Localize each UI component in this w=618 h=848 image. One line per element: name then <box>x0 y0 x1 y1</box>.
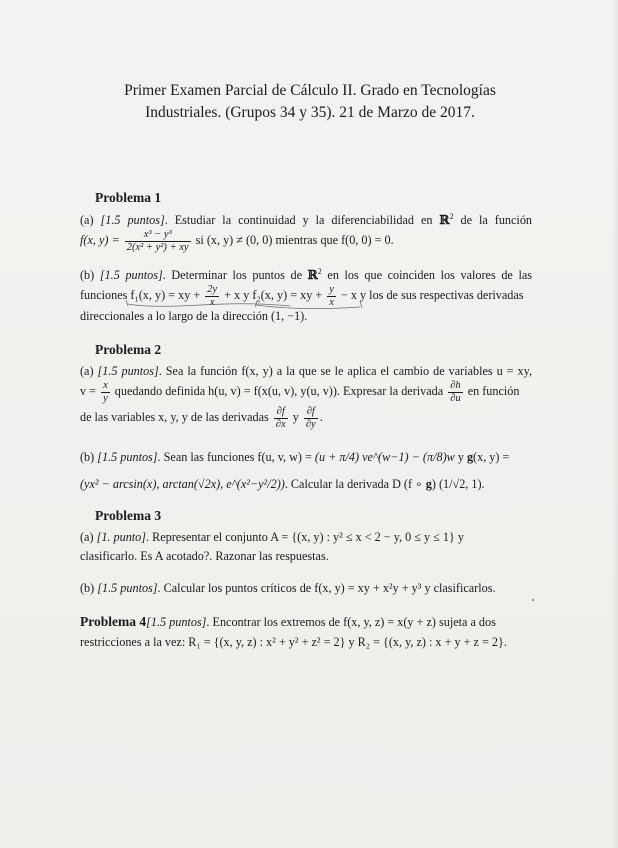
p1a-fraction-denominator: 2(x² + y²) + xy <box>126 241 189 253</box>
page-edge-shadow <box>612 0 618 848</box>
p1a-fraction <box>125 229 191 254</box>
p1b-f1-numerator: 2y <box>207 283 218 295</box>
problem-2-heading: Problema 2 <box>95 342 162 357</box>
p1a-function-lhs: f(x, y) = <box>80 233 123 247</box>
problem-4-line-1 <box>80 614 532 630</box>
p2a-dfy-numerator: ∂f <box>304 406 318 419</box>
p2b-evaluation-point: ) (1/√2, 1). <box>431 477 485 491</box>
problem-2b-line-1 <box>80 447 532 467</box>
problem-3b-line-1 <box>80 580 532 596</box>
p2a-dh-fraction <box>448 380 462 405</box>
p2a-text-3: en función <box>464 384 520 398</box>
p1b-function-f2: + x y f₂(x, y) = xy + <box>221 288 326 302</box>
p1b-text-1: . Determinar los puntos de <box>162 268 308 282</box>
p2a-dfy-fraction <box>304 406 318 431</box>
p2a-v-definition: v = <box>80 384 100 398</box>
p3a-text-1: . Representar el conjunto A = {(x, y) : y² ≤ x < 2 − y, 0 ≤ y ≤ 1} y <box>146 530 464 544</box>
p1b-label: (b) <box>80 268 100 282</box>
p2b-text-2: y <box>454 450 467 464</box>
problem-2b-line-2 <box>80 474 532 494</box>
p3a-label: (a) <box>80 530 97 544</box>
p3b-text-1: . Calcular los puntos críticos de f(x, y) = xy + x²y + y³ y clasificarlos. <box>157 581 496 595</box>
p2b-function-g: (yx² − arcsin(x), arctan(√2x), e^(x²−y²/2)) <box>80 477 285 491</box>
problem-4-heading: Problema 4 <box>80 614 147 629</box>
p2a-text-5: y <box>289 410 302 424</box>
p3b-points: [1.5 puntos] <box>97 581 158 595</box>
problem-3-heading: Problema 3 <box>95 508 162 523</box>
p1b-text-3: − x y los de sus respectivas derivadas <box>337 288 524 302</box>
p1b-f1-fraction <box>205 284 219 309</box>
problem-1b-line-3: direccionales a lo largo de la dirección (1, −1). <box>80 309 308 323</box>
p1b-exponent: 2 <box>317 266 322 276</box>
p2b-label: (b) <box>80 450 98 464</box>
p2a-text-4: de las variables x, y, y de las derivadas <box>80 410 272 424</box>
p1b-f2-numerator: y <box>329 283 334 295</box>
problem-1b-line-1 <box>80 267 532 283</box>
p2a-dh-denominator: ∂u <box>450 392 461 404</box>
problem-4-line-2: restricciones a la vez: R₁ = {(x, y, z) : x² + y² + z² = 2} y R₂ = {(x, y, z) : x + y + z = 2}. <box>80 635 507 649</box>
p2a-v-denominator: y <box>103 392 108 404</box>
problem-1-heading: Problema 1 <box>95 190 162 205</box>
problem-2a-line-1 <box>80 363 532 379</box>
p1b-function-f1: funciones f₁(x, y) = xy + <box>80 288 204 302</box>
exam-title-line-2: Industriales. (Grupos 34 y 35). 21 de Marzo de 2017. <box>145 104 475 121</box>
problem-3a-line-1 <box>80 529 532 545</box>
p1a-text-2: de la función <box>453 213 533 227</box>
p2a-label: (a) <box>80 364 98 378</box>
exam-title-line-1: Primer Examen Parcial de Cálculo II. Grado en Tecnologías <box>124 82 496 99</box>
p2b-text-3: (x, y) = <box>473 450 510 464</box>
p2b-points: [1.5 puntos] <box>97 450 158 464</box>
p4-text-1: . Encontrar los extremos de f(x, y, z) = x(y + z) sujeta a dos <box>206 615 496 629</box>
p2b-g-symbol: g <box>466 450 474 464</box>
p2b-g-symbol-2: g <box>425 477 432 491</box>
problem-1a-line-2 <box>80 228 532 254</box>
p1b-text-2: en los que coinciden los valores de las <box>321 268 532 282</box>
p2b-text-4: . Calcular la derivada D (f ∘ <box>284 477 426 491</box>
problem-2a-line-2 <box>80 378 532 405</box>
p2a-dh-numerator: ∂h <box>450 379 461 391</box>
p2a-points: [1.5 puntos] <box>97 364 159 378</box>
p1b-points: [1.5 puntos] <box>99 268 163 282</box>
p2a-text-6: . <box>319 410 323 424</box>
p1a-condition: si (x, y) ≠ (0, 0) mientras que f(0, 0) = 0. <box>192 233 394 247</box>
p2a-v-fraction <box>101 380 110 405</box>
p1a-points: [1.5 puntos] <box>100 213 165 227</box>
p3b-label: (b) <box>80 581 98 595</box>
problem-3a-line-2: clasificarlo. Es A acotado?. Razonar las respuestas. <box>80 549 329 563</box>
p1a-exponent: 2 <box>449 211 454 221</box>
p2b-function-f: (u + π/4) ve^(w−1) − (π/8)w <box>314 450 455 464</box>
p2a-dfx-numerator: ∂f <box>274 406 288 419</box>
p2a-v-numerator: x <box>103 379 108 391</box>
p2a-dfy-denominator: ∂y <box>305 418 316 430</box>
p4-points: [1.5 puntos] <box>146 615 207 629</box>
problem-2a-line-3 <box>80 404 532 431</box>
p2a-dfx-denominator: ∂x <box>275 418 286 430</box>
p2a-text-1: . Sea la función f(x, y) a la que se le aplica el cambio de variables u = xy, <box>158 364 532 378</box>
p2a-dfx-fraction <box>274 406 288 431</box>
p1b-f2-fraction <box>327 284 336 309</box>
p2b-text-1: . Sean las funciones f(u, v, w) = <box>157 450 315 464</box>
reals-symbol: ℝ <box>307 268 318 282</box>
p1a-label: (a) <box>80 213 101 227</box>
problem-1a-line-1 <box>80 212 532 228</box>
p1b-f2-denominator: x <box>329 296 334 308</box>
p1b-f1-denominator: x <box>209 296 215 308</box>
p2a-text-2: quedando definida h(u, v) = f(x(u, v), y(u, v)). Expresar la derivada <box>111 384 447 398</box>
p3a-points: [1. punto] <box>96 530 147 544</box>
problem-1b-line-2 <box>80 283 532 309</box>
reals-symbol: ℝ <box>439 213 450 227</box>
p1a-text-1: . Estudiar la continuidad y la diferenciabilidad en <box>164 213 440 227</box>
p1a-fraction-numerator: x³ − y³ <box>125 229 191 242</box>
